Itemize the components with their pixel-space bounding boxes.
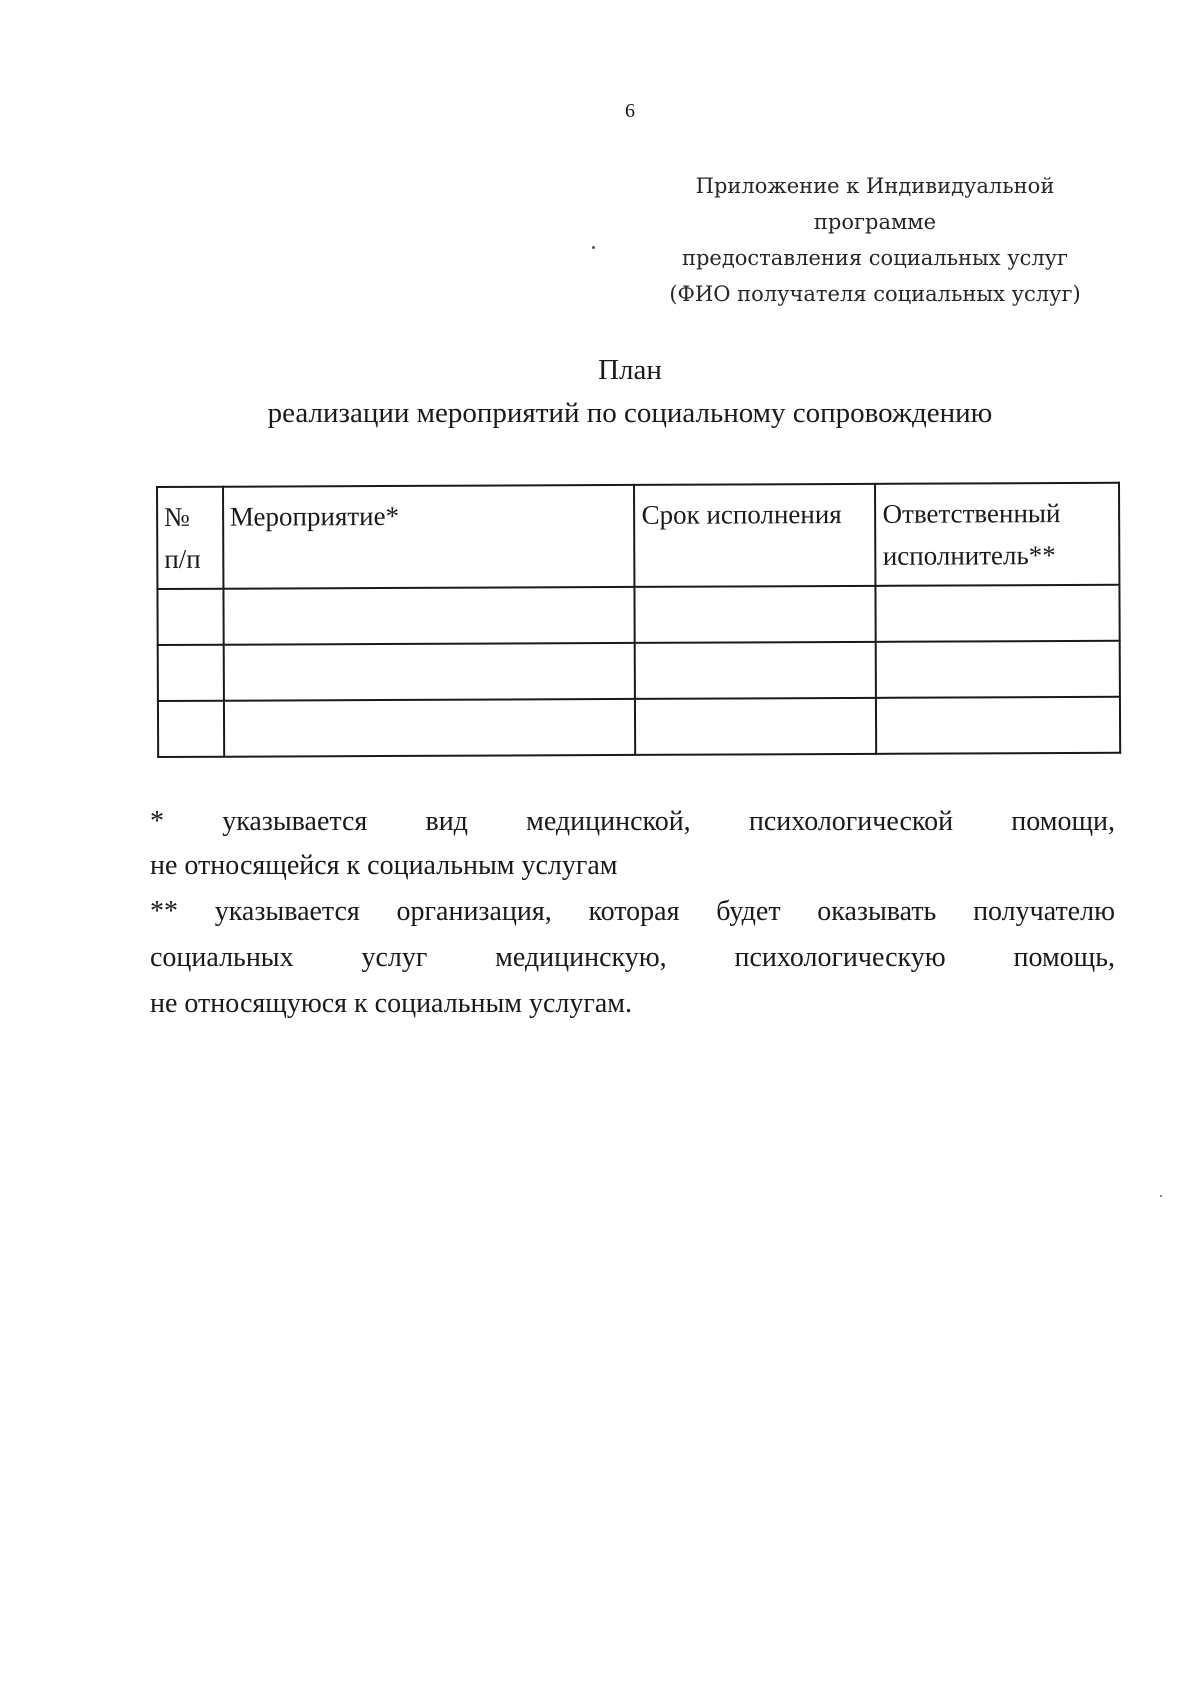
table-row bbox=[157, 585, 1119, 645]
cell-deadline bbox=[635, 642, 876, 699]
footnote-1-line-1: * указывается вид медицинской, психологической помощи, bbox=[150, 806, 1115, 837]
footnote-2-line-3: не относящуюся к социальным услугам. bbox=[150, 988, 633, 1019]
header-deadline: Срок исполнения bbox=[634, 484, 876, 587]
table-header-row bbox=[157, 483, 1119, 589]
scan-speck bbox=[1160, 1195, 1162, 1197]
cell-responsible bbox=[876, 641, 1120, 698]
appendix-line-3: (ФИО получателя социальных услуг) bbox=[669, 282, 1081, 306]
cell-num bbox=[158, 701, 224, 757]
cell-event bbox=[223, 643, 635, 701]
header-num: № п/п bbox=[157, 487, 223, 589]
cell-responsible bbox=[876, 697, 1120, 754]
document-subtitle: реализации мероприятий по социальному сопровождению bbox=[267, 397, 993, 429]
appendix-line-2: предоставления социальных услуг bbox=[681, 246, 1069, 270]
footnote-2-line-2: социальных услуг медицинскую, психологическую помощь, bbox=[150, 942, 1115, 973]
table-row bbox=[158, 641, 1120, 701]
header-event: Мероприятие* bbox=[223, 485, 635, 589]
appendix-line-1: Приложение к Индивидуальной программе bbox=[695, 174, 1055, 234]
table-row bbox=[158, 697, 1120, 757]
page-number: 6 bbox=[625, 100, 635, 122]
cell-event bbox=[223, 587, 635, 645]
header-responsible: Ответственный исполнитель** bbox=[875, 483, 1119, 586]
appendix-header bbox=[640, 168, 1110, 312]
document-title: План bbox=[598, 354, 662, 386]
plan-table bbox=[156, 482, 1121, 758]
cell-responsible bbox=[876, 585, 1120, 642]
cell-deadline bbox=[635, 586, 876, 643]
cell-num bbox=[157, 589, 223, 645]
scan-speck bbox=[592, 246, 595, 249]
cell-event bbox=[224, 699, 636, 757]
footnote-1-line-2: не относящейся к социальным услугам bbox=[150, 850, 618, 881]
cell-num bbox=[158, 645, 224, 701]
footnote-2-line-1: ** указывается организация, которая будет оказывать получателю bbox=[150, 896, 1115, 927]
cell-deadline bbox=[635, 698, 876, 755]
